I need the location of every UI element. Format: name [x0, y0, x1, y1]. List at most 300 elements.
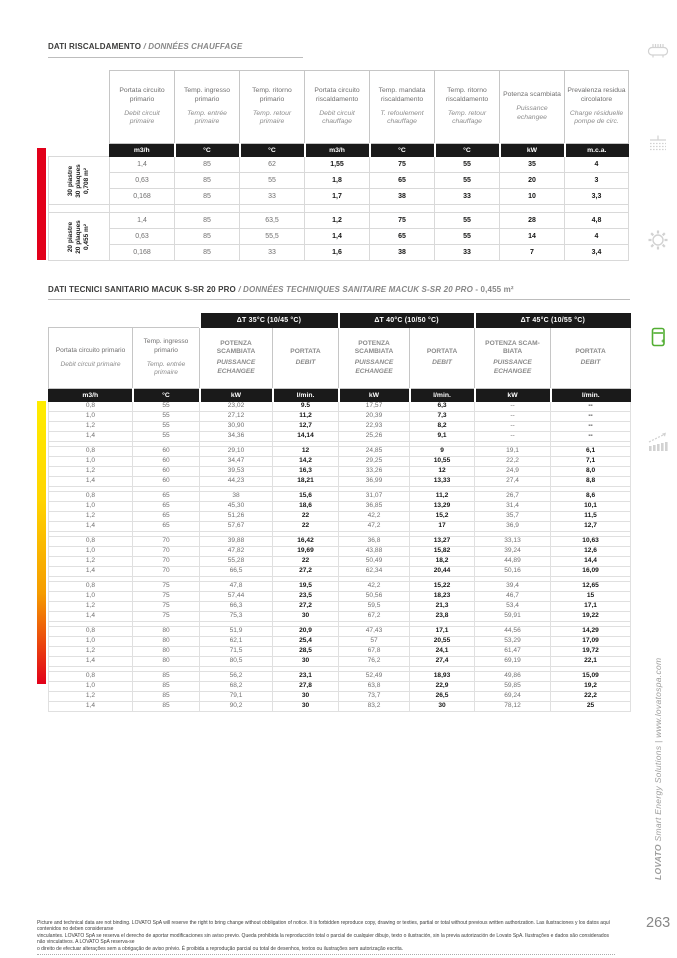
data-cell: 67,2 [339, 612, 410, 622]
data-cell: 1,8 [305, 173, 370, 189]
data-cell: 11,2 [410, 492, 475, 502]
data-cell: 1,0 [49, 592, 133, 602]
data-cell: 0,8 [49, 672, 133, 682]
data-cell: 33 [240, 245, 305, 261]
data-cell: 51,9 [200, 627, 273, 637]
data-cell: 33,13 [475, 537, 551, 547]
data-cell: 70 [133, 557, 200, 567]
data-cell: 9.5 [273, 402, 339, 412]
data-cell: 1,4 [110, 213, 175, 229]
data-cell: 22,93 [339, 422, 410, 432]
data-cell: 23,5 [273, 592, 339, 602]
data-cell: 3,4 [565, 245, 629, 261]
data-cell: 50,56 [339, 592, 410, 602]
data-cell: 55 [133, 412, 200, 422]
data-cell: 70 [133, 537, 200, 547]
heating-table [48, 70, 629, 261]
data-cell: 55 [133, 402, 200, 412]
row-group-label: 30 piastre 30 plaques 0,708 m² [49, 157, 110, 205]
data-cell: 47,43 [339, 627, 410, 637]
data-cell: 47,8 [200, 582, 273, 592]
data-cell: 1,6 [305, 245, 370, 261]
data-cell: 27,4 [475, 477, 551, 487]
data-cell: 53,29 [475, 637, 551, 647]
data-cell: 65 [133, 522, 200, 532]
data-cell: 7,1 [551, 457, 631, 467]
data-cell: 85 [175, 189, 240, 205]
data-cell: 1,4 [49, 432, 133, 442]
radiator-icon [646, 40, 670, 64]
fine-print-line: Picture and technical data are not binding. LOVATO SpA will reserve the right to bring change without obbligation of notice. It is forbidden reproduce copy, drawing or texties, partial or total without previous written authorization. Las ilustraciones y los datos aquí contenidos no deben considerarse [37, 920, 611, 933]
data-cell: 30 [273, 702, 339, 712]
data-cell: 20,39 [339, 412, 410, 422]
data-cell: 22,2 [475, 457, 551, 467]
column-header: Temp. ritorno primario Temp. retour primaire [240, 71, 305, 144]
column-header: POTENZA SCAM- BIATA PUISSANCE ECHANGEE [475, 328, 551, 389]
data-cell: 69,19 [475, 657, 551, 667]
data-cell: 19,22 [551, 612, 631, 622]
column-header: Portata circuito primario Debit circuit primaire [49, 328, 133, 389]
spacer-cell [240, 205, 305, 213]
spacer-cell [305, 205, 370, 213]
data-cell: 0,168 [110, 245, 175, 261]
data-cell: 46,7 [475, 592, 551, 602]
data-cell: 57,67 [200, 522, 273, 532]
column-header: Prevalenza residua circolatore Charge résiduelle pompe de circ. [565, 71, 629, 144]
data-cell: 16,42 [273, 537, 339, 547]
data-cell: 65 [133, 512, 200, 522]
data-cell: 63,8 [339, 682, 410, 692]
data-cell: 75 [133, 582, 200, 592]
data-cell: 39,53 [200, 467, 273, 477]
data-cell: 19,5 [273, 582, 339, 592]
data-cell: 39,88 [200, 537, 273, 547]
data-cell: 20,44 [410, 567, 475, 577]
unit-header: m3/h [110, 144, 175, 157]
data-cell: 27,2 [273, 602, 339, 612]
data-cell: 1,2 [49, 692, 133, 702]
page-number: 263 [646, 915, 671, 931]
data-cell: 47,2 [339, 522, 410, 532]
data-cell: 59,85 [475, 682, 551, 692]
delta-t-header: ΔT 45°C (10/55 °C) [475, 314, 631, 328]
data-cell: 85 [133, 682, 200, 692]
fine-print-line: o direito de efectuar alterações sem a obrigação de aviso prévio. É proibida a reprodução parcial ou total de desenhos, textos ou ilustrações sem autorização escrita. [37, 945, 404, 952]
legal-fine-print [37, 920, 615, 955]
data-cell: 23,8 [410, 612, 475, 622]
data-cell: 70 [133, 547, 200, 557]
data-cell: 35,7 [475, 512, 551, 522]
data-cell: 0,8 [49, 537, 133, 547]
data-cell: -- [551, 402, 631, 412]
floor-heating-icon [646, 133, 670, 157]
data-cell: 51,26 [200, 512, 273, 522]
delta-t-header: ΔT 40°C (10/50 °C) [339, 314, 475, 328]
data-cell: 12,6 [551, 547, 631, 557]
data-cell: 27,4 [410, 657, 475, 667]
column-header: PORTATA DEBIT [410, 328, 475, 389]
data-cell: 1,4 [49, 612, 133, 622]
sun-icon [646, 228, 670, 252]
data-cell: 8,0 [551, 467, 631, 477]
column-header: PORTATA DEBIT [551, 328, 631, 389]
data-cell: 9,1 [410, 432, 475, 442]
data-cell: 10,63 [551, 537, 631, 547]
data-cell: 39,24 [475, 547, 551, 557]
data-cell: 36,85 [339, 502, 410, 512]
data-cell: 62,34 [339, 567, 410, 577]
data-cell: 14 [500, 229, 565, 245]
unit-header: m3/h [49, 389, 133, 402]
data-cell: 0,8 [49, 492, 133, 502]
unit-header: kW [500, 144, 565, 157]
data-cell: 12,7 [273, 422, 339, 432]
data-cell: 65 [133, 502, 200, 512]
data-cell: 8,8 [551, 477, 631, 487]
data-cell: 13,33 [410, 477, 475, 487]
data-cell: 55 [435, 173, 500, 189]
data-cell: 4,8 [565, 213, 629, 229]
data-cell: 39,4 [475, 582, 551, 592]
data-cell: 76,2 [339, 657, 410, 667]
data-cell: 65 [370, 173, 435, 189]
data-cell: 75 [370, 157, 435, 173]
data-cell: 75 [370, 213, 435, 229]
data-cell: 1,2 [49, 647, 133, 657]
data-cell: 60 [133, 477, 200, 487]
data-cell: 22 [273, 522, 339, 532]
data-cell: 1,2 [49, 557, 133, 567]
data-cell: 14,14 [273, 432, 339, 442]
data-cell: 50,16 [475, 567, 551, 577]
data-cell: 7 [500, 245, 565, 261]
data-cell: 29,25 [339, 457, 410, 467]
data-cell: 68,2 [200, 682, 273, 692]
data-cell: 0,8 [49, 402, 133, 412]
data-cell: 57 [339, 637, 410, 647]
sidebar-brand-text: LOVATO Smart Energy Solutions | www.lovatospa.com [653, 657, 663, 880]
data-cell: 59,91 [475, 612, 551, 622]
data-cell: 13,29 [410, 502, 475, 512]
data-cell: 24,85 [339, 447, 410, 457]
heating-accent-bar [37, 148, 46, 260]
data-cell: -- [551, 422, 631, 432]
data-cell: 18,21 [273, 477, 339, 487]
data-cell: 15,6 [273, 492, 339, 502]
data-cell: 19,69 [273, 547, 339, 557]
column-header: Temp. mandata riscaldamento T. refoulement chauffage [370, 71, 435, 144]
data-cell: 49,86 [475, 672, 551, 682]
data-cell: 55 [435, 213, 500, 229]
data-cell: 22,9 [410, 682, 475, 692]
data-cell: 44,89 [475, 557, 551, 567]
data-cell: 22 [273, 512, 339, 522]
data-cell: 33,26 [339, 467, 410, 477]
data-cell: 75,3 [200, 612, 273, 622]
data-cell: 55 [133, 422, 200, 432]
data-cell: 55,28 [200, 557, 273, 567]
column-header: PORTATA DEBIT [273, 328, 339, 389]
column-header: Temp. ritorno riscaldamento Temp. retour chauffage [435, 71, 500, 144]
data-cell: 79,1 [200, 692, 273, 702]
data-cell: 20 [500, 173, 565, 189]
data-cell: 42,2 [339, 512, 410, 522]
data-cell: 61,47 [475, 647, 551, 657]
data-cell: 17,1 [410, 627, 475, 637]
data-cell: 38 [370, 189, 435, 205]
data-cell: 22 [273, 557, 339, 567]
data-cell: -- [475, 422, 551, 432]
unit-header: l/min. [551, 389, 631, 402]
data-cell: 1,2 [49, 512, 133, 522]
data-cell: 1,4 [49, 477, 133, 487]
data-cell: 1,0 [49, 457, 133, 467]
data-cell: 55 [240, 173, 305, 189]
spacer-cell [435, 205, 500, 213]
data-cell: 38 [200, 492, 273, 502]
unit-header: kW [200, 389, 273, 402]
data-cell: 12,65 [551, 582, 631, 592]
data-cell: 33 [435, 189, 500, 205]
data-cell: 50,49 [339, 557, 410, 567]
data-cell: -- [475, 432, 551, 442]
data-cell: 45,30 [200, 502, 273, 512]
data-cell: 85 [175, 245, 240, 261]
data-cell: 14,4 [551, 557, 631, 567]
spacer-cell [370, 205, 435, 213]
unit-header: °C [240, 144, 305, 157]
data-cell: 80 [133, 647, 200, 657]
data-cell: 25,4 [273, 637, 339, 647]
data-cell: 44,23 [200, 477, 273, 487]
data-cell: 17 [410, 522, 475, 532]
data-cell: 0,63 [110, 173, 175, 189]
data-cell: 43,88 [339, 547, 410, 557]
data-cell: 3,3 [565, 189, 629, 205]
column-header: Portata circuito riscaldamento Debit circuit chauffage [305, 71, 370, 144]
data-cell: 17,09 [551, 637, 631, 647]
data-cell: 14,2 [273, 457, 339, 467]
data-cell: 29,10 [200, 447, 273, 457]
data-cell: 10 [500, 189, 565, 205]
unit-header: kW [339, 389, 410, 402]
data-cell: 27,8 [273, 682, 339, 692]
data-cell: 33 [240, 189, 305, 205]
data-cell: 12 [410, 467, 475, 477]
data-cell: 75 [133, 612, 200, 622]
data-cell: 1,0 [49, 637, 133, 647]
data-cell: 15,82 [410, 547, 475, 557]
unit-header: °C [133, 389, 200, 402]
data-cell: 73,7 [339, 692, 410, 702]
data-cell: 63,5 [240, 213, 305, 229]
data-cell: 36,8 [339, 537, 410, 547]
data-cell: 1,55 [305, 157, 370, 173]
data-cell: 20,55 [410, 637, 475, 647]
data-cell: 27,12 [200, 412, 273, 422]
data-cell: 28 [500, 213, 565, 229]
data-cell: 15,09 [551, 672, 631, 682]
data-cell: 15,22 [410, 582, 475, 592]
data-cell: 11,2 [273, 412, 339, 422]
data-cell: 85 [175, 157, 240, 173]
data-cell: -- [551, 432, 631, 442]
data-cell: -- [475, 402, 551, 412]
spacer-cell [49, 205, 110, 213]
data-cell: 80 [133, 657, 200, 667]
data-cell: 34,36 [200, 432, 273, 442]
data-cell: 11,5 [551, 512, 631, 522]
data-cell: 65 [133, 492, 200, 502]
data-cell: 65 [370, 229, 435, 245]
data-cell: 1,2 [305, 213, 370, 229]
data-cell: 25,26 [339, 432, 410, 442]
data-cell: 62,1 [200, 637, 273, 647]
data-cell: 22,2 [551, 692, 631, 702]
data-cell: 85 [133, 692, 200, 702]
data-cell: 10,55 [410, 457, 475, 467]
data-cell: 85 [175, 213, 240, 229]
data-cell: 9 [410, 447, 475, 457]
column-header: Temp. ingresso primario Temp. entrée primaire [175, 71, 240, 144]
data-cell: 85 [133, 672, 200, 682]
data-cell: 60 [133, 457, 200, 467]
data-cell: 23,1 [273, 672, 339, 682]
data-cell: 13,27 [410, 537, 475, 547]
data-cell: 3 [565, 173, 629, 189]
data-cell: 75 [133, 602, 200, 612]
data-cell: 0,8 [49, 627, 133, 637]
data-cell: 12 [273, 447, 339, 457]
column-header: Potenza scambiata Puissance echangee [500, 71, 565, 144]
data-cell: 85 [175, 229, 240, 245]
data-cell: 19,1 [475, 447, 551, 457]
data-cell: 30 [273, 692, 339, 702]
data-cell: 0,63 [110, 229, 175, 245]
data-cell: 17,57 [339, 402, 410, 412]
unit-header: kW [475, 389, 551, 402]
unit-header: °C [435, 144, 500, 157]
unit-header: l/min. [410, 389, 475, 402]
data-cell: 33 [435, 245, 500, 261]
heating-section-title: DATI RISCALDAMENTO / DONNÉES CHAUFFAGE [48, 42, 243, 51]
data-cell: 26,5 [410, 692, 475, 702]
spacer-cell [500, 205, 565, 213]
data-cell: 55,5 [240, 229, 305, 245]
data-cell: 55 [435, 157, 500, 173]
data-cell: 15 [551, 592, 631, 602]
data-cell: 80 [133, 627, 200, 637]
unit-header: °C [175, 144, 240, 157]
data-cell: 18,93 [410, 672, 475, 682]
data-cell: 69,24 [475, 692, 551, 702]
data-cell: 30,90 [200, 422, 273, 432]
data-cell: 1,4 [110, 157, 175, 173]
data-cell: 26,7 [475, 492, 551, 502]
data-cell: 10,1 [551, 502, 631, 512]
title-divider [48, 57, 303, 58]
data-cell: 55 [435, 229, 500, 245]
data-cell: 19,2 [551, 682, 631, 692]
data-cell: 20,9 [273, 627, 339, 637]
data-cell: 1,2 [49, 602, 133, 612]
data-cell: 18,6 [273, 502, 339, 512]
sanitary-table [48, 313, 631, 712]
data-cell: 23,02 [200, 402, 273, 412]
data-cell: 36,99 [339, 477, 410, 487]
data-cell: 47,82 [200, 547, 273, 557]
data-cell: 55 [133, 432, 200, 442]
data-cell: 12,7 [551, 522, 631, 532]
data-cell: 15,2 [410, 512, 475, 522]
data-cell: 6,1 [551, 447, 631, 457]
data-cell: 16,09 [551, 567, 631, 577]
data-cell: 16,3 [273, 467, 339, 477]
data-cell: 21,3 [410, 602, 475, 612]
column-header: POTENZA SCAMBIATA PUISSANCE ECHANGEE [200, 328, 273, 389]
temperature-gradient-bar [37, 401, 46, 684]
column-header: POTENZA SCAMBIATA PUISSANCE ECHANGEE [339, 328, 410, 389]
growth-chart-icon [646, 430, 670, 454]
data-cell: 25 [551, 702, 631, 712]
data-cell: 24,1 [410, 647, 475, 657]
data-cell: 85 [175, 173, 240, 189]
title-divider [48, 299, 630, 300]
data-cell: 70 [133, 567, 200, 577]
spacer-cell [110, 205, 175, 213]
data-cell: 83,2 [339, 702, 410, 712]
data-cell: 57,44 [200, 592, 273, 602]
sanitary-section-title: DATI TECNICI SANITARIO MACUK S-SR 20 PRO / DONNÉES TECHNIQUES SANITAIRE MACUK S-SR 20 PRO - 0,455 m² [48, 285, 514, 294]
data-cell: 30 [273, 657, 339, 667]
data-cell: -- [551, 412, 631, 422]
data-cell: 18,23 [410, 592, 475, 602]
data-cell: 44,56 [475, 627, 551, 637]
data-cell: 1,4 [305, 229, 370, 245]
data-cell: 1,2 [49, 422, 133, 432]
data-cell: 90,2 [200, 702, 273, 712]
data-cell: 1,4 [49, 522, 133, 532]
data-cell: 36,9 [475, 522, 551, 532]
data-cell: 53,4 [475, 602, 551, 612]
data-cell: 75 [133, 592, 200, 602]
data-cell: 34,47 [200, 457, 273, 467]
delta-t-header: ΔT 35°C (10/45 °C) [200, 314, 339, 328]
data-cell: 1,0 [49, 502, 133, 512]
data-cell: 60 [133, 447, 200, 457]
data-cell: 24,9 [475, 467, 551, 477]
data-cell: 22,1 [551, 657, 631, 667]
data-cell: 8,2 [410, 422, 475, 432]
data-cell: 1,0 [49, 682, 133, 692]
data-cell: 38 [370, 245, 435, 261]
data-cell: 0,168 [110, 189, 175, 205]
data-cell: 31,4 [475, 502, 551, 512]
data-cell: 0,8 [49, 582, 133, 592]
row-group-label: 20 piastre 20 plaques 0,455 m² [49, 213, 110, 261]
unit-header: m.c.a. [565, 144, 629, 157]
column-header: Temp. ingresso primario Temp. entrée primaire [133, 328, 200, 389]
data-cell: 31,07 [339, 492, 410, 502]
data-cell: 59,5 [339, 602, 410, 612]
spacer-cell [175, 205, 240, 213]
data-cell: 8,6 [551, 492, 631, 502]
data-cell: 18,2 [410, 557, 475, 567]
data-cell: 62 [240, 157, 305, 173]
data-cell: 4 [565, 229, 629, 245]
data-cell: 4 [565, 157, 629, 173]
data-cell: 78,12 [475, 702, 551, 712]
